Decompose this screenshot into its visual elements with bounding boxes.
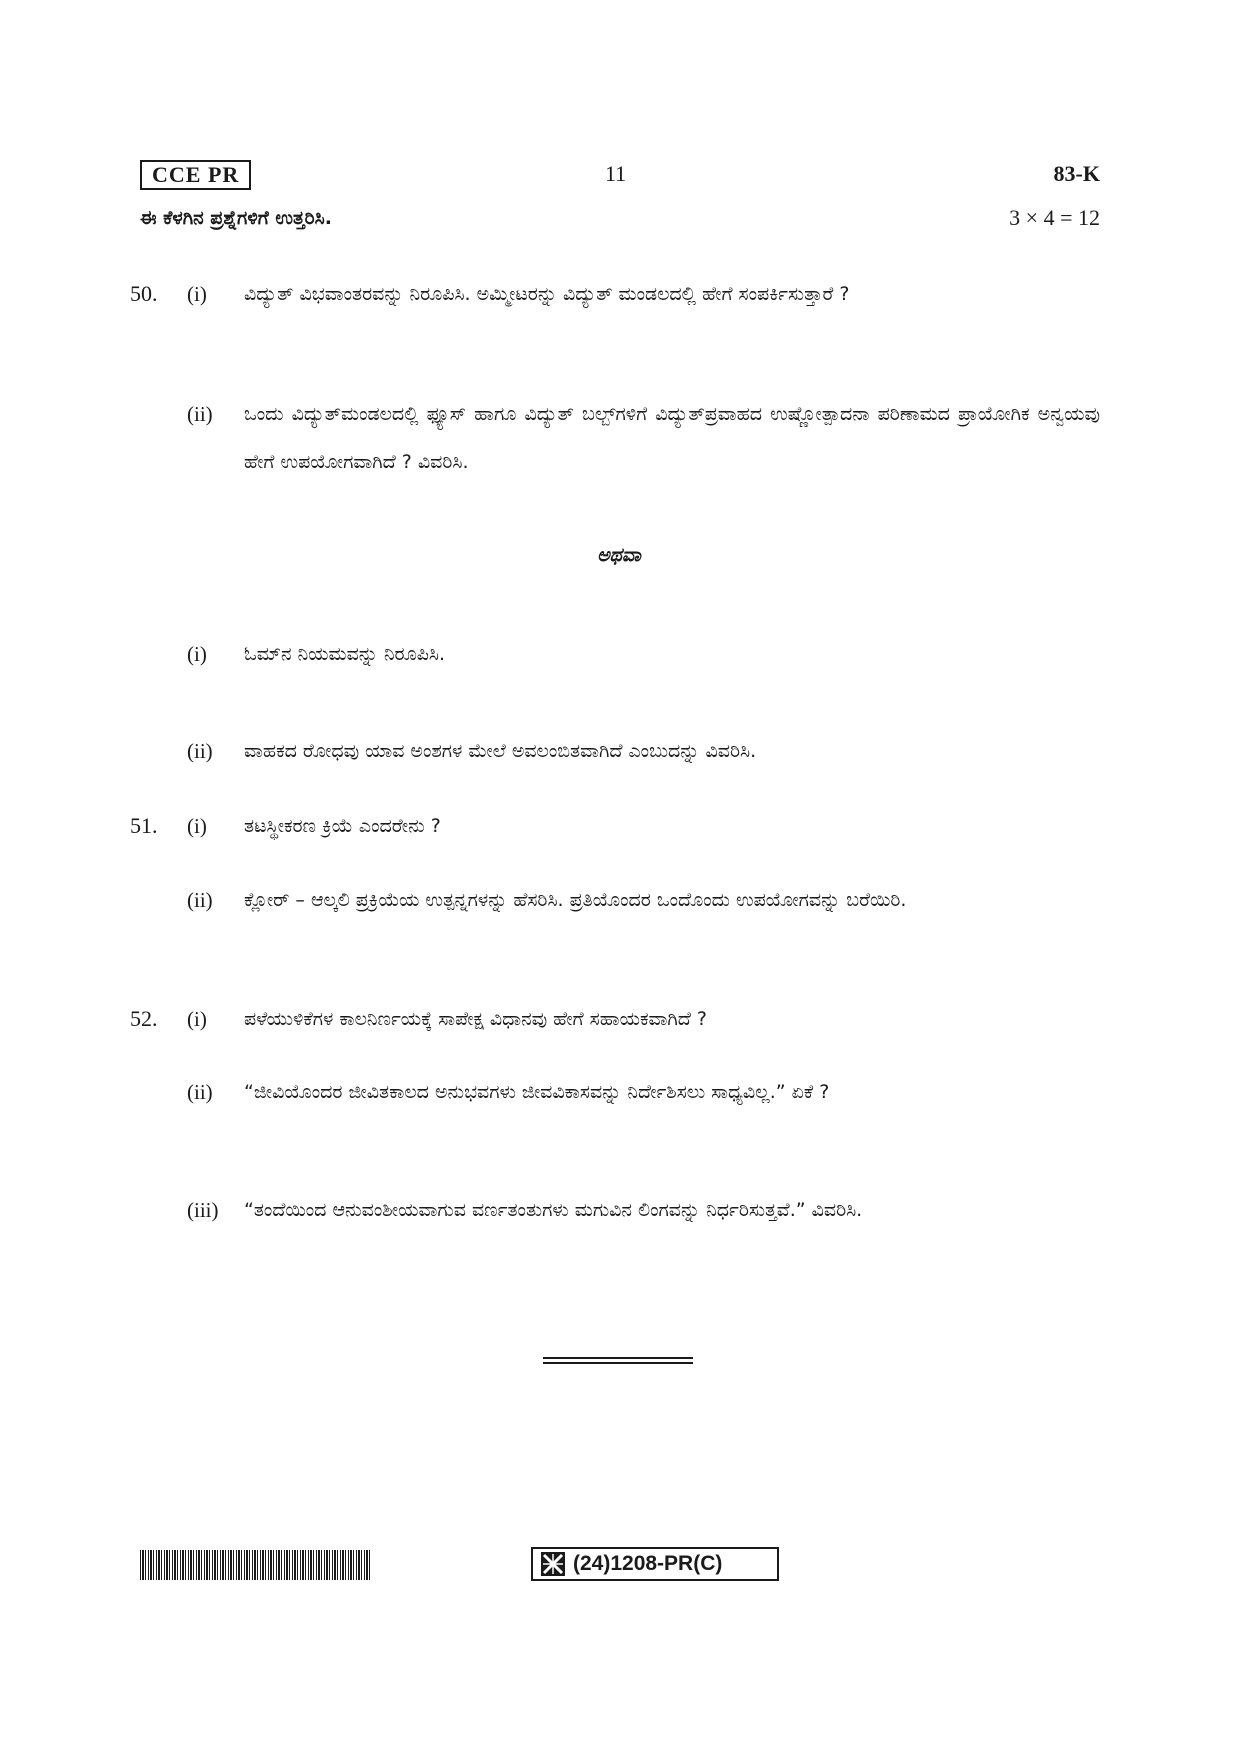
part-label: (i) <box>187 282 207 306</box>
question-text: “ಜೀವಿಯೊಂದರ ಜೀವಿತಕಾಲದ ಅನುಭವಗಳು ಜೀವವಿಕಾಸವನ್ನು ನಿರ್ದೇಶಿಸಲು ಸಾಧ್ಯವಿಲ್ಲ.” ಏಕೆ ? <box>244 1081 830 1103</box>
footer-code: (24)1208-PR(C) <box>573 1552 723 1575</box>
instruction-text: ಈ ಕೆಳಗಿನ ಪ್ರಶ್ನೆಗಳಿಗೆ ಉತ್ತರಿಸಿ. <box>140 207 332 229</box>
barcode-icon <box>140 1550 370 1580</box>
part-label: (ii) <box>187 739 213 763</box>
footer-code-box <box>531 1547 779 1581</box>
paper-code: 83-K <box>1053 161 1100 186</box>
question-text: ವಾಹಕದ ರೋಧವು ಯಾವ ಅಂಶಗಳ ಮೇಲೆ ಅವಲಂಬಿತವಾಗಿದೆ ಎಂಬುದನ್ನು ವಿವರಿಸಿ. <box>244 740 757 762</box>
page-header <box>140 160 1100 190</box>
question-text: ಪಳೆಯುಳಿಕೆಗಳ ಕಾಲನಿರ್ಣಯಕ್ಕೆ ಸಾಪೇಕ್ಷ ವಿಧಾನವು ಹೇಗೆ ಸಹಾಯಕವಾಗಿದೆ ? <box>244 1008 707 1030</box>
cross-emblem-icon <box>541 1552 565 1576</box>
question-text: “ತಂದೆಯಿಂದ ಆನುವಂಶೀಯವಾಗುವ ವರ್ಣತಂತುಗಳು ಮಗುವಿನ ಲಿಂಗವನ್ನು ನಿರ್ಧರಿಸುತ್ತವೆ.” ವಿವರಿಸಿ. <box>244 1199 863 1221</box>
part-label: (iii) <box>187 1198 219 1222</box>
part-label: (ii) <box>187 888 213 912</box>
question-text: ಒಂದು ವಿದ್ಯುತ್‌ಮಂಡಲದಲ್ಲಿ ಫ್ಯೂಸ್ ಹಾಗೂ ವಿದ್ಯುತ್ ಬಲ್ಬ್‌ಗಳಿಗೆ ವಿದ್ಯುತ್‌ಪ್ರವಾಹದ ಉಷ್ಣೋತ್ಪಾದನಾ ಪರಿಣಾಮದ ಪ್ರಾಯೋಗಿಕ ಅನ್ವಯವು ಹೇಗೆ ಉಪಯೋಗವಾಗಿದೆ ? ವಿವರಿಸಿ. <box>244 403 1100 473</box>
series-label: CCE PR <box>140 160 251 190</box>
part-label: (i) <box>187 1007 207 1031</box>
instruction-row <box>140 203 1100 235</box>
or-divider: ಅಥವಾ <box>597 544 641 566</box>
part-label: (ii) <box>187 402 213 426</box>
question-number: 50. <box>130 281 158 306</box>
part-label: (ii) <box>187 1080 213 1104</box>
end-of-questions-rule <box>543 1357 693 1364</box>
question-text: ಕ್ಲೋರ್ – ಆಲ್ಕಲಿ ಪ್ರಕ್ರಿಯೆಯ ಉತ್ಪನ್ನಗಳನ್ನು ಹೆಸರಿಸಿ. ಪ್ರತಿಯೊಂದರ ಒಂದೊಂದು ಉಪಯೋಗವನ್ನು ಬರೆಯಿರಿ. <box>244 889 907 911</box>
page-number: 11 <box>605 161 627 186</box>
question-text: ಓಮ್‌ನ ನಿಯಮವನ್ನು ನಿರೂಪಿಸಿ. <box>244 643 446 665</box>
question-number: 51. <box>130 813 158 838</box>
part-label: (i) <box>187 814 207 838</box>
part-label: (i) <box>187 642 207 666</box>
question-number: 52. <box>130 1006 158 1031</box>
marks-allocation: 3 × 4 = 12 <box>1009 205 1100 230</box>
question-text: ವಿದ್ಯುತ್ ವಿಭವಾಂತರವನ್ನು ನಿರೂಪಿಸಿ. ಅಮ್ಮೀಟರನ್ನು ವಿದ್ಯುತ್ ಮಂಡಲದಲ್ಲಿ ಹೇಗೆ ಸಂಪರ್ಕಿಸುತ್ತಾರೆ ? <box>244 283 850 305</box>
question-text: ತಟಸ್ಥೀಕರಣ ಕ್ರಿಯೆ ಎಂದರೇನು ? <box>244 815 441 837</box>
